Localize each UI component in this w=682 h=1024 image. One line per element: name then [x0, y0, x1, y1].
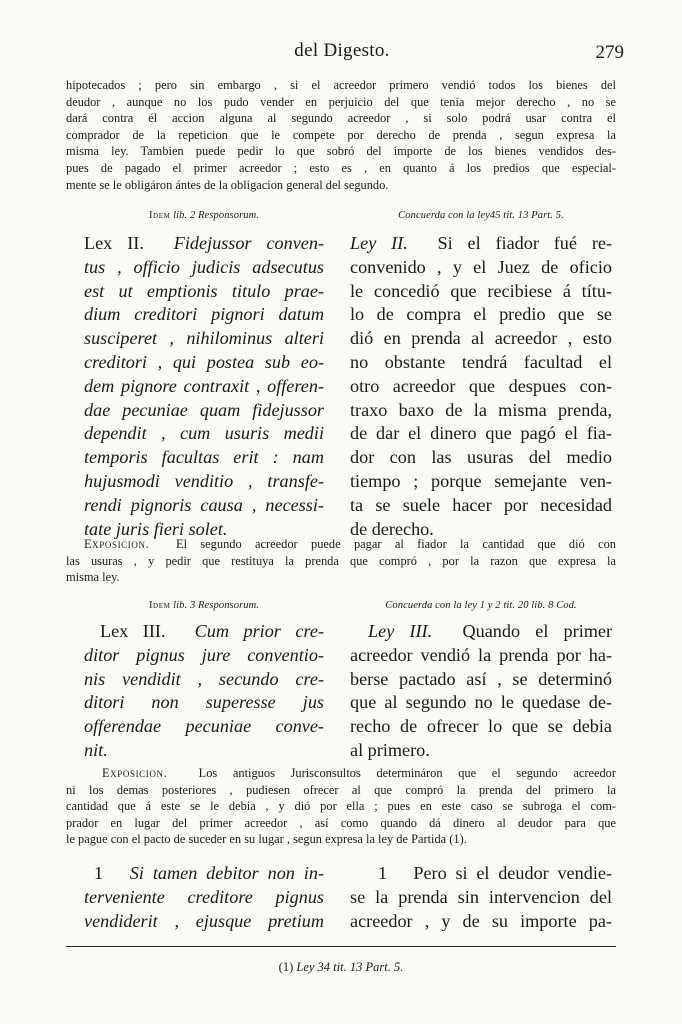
lex2-latin-text: Lex II. Fidejussor conven- tus , officio judicis adsecutus est ut emptionis titulo prae- dium creditori pignori datum susciperet , nihilominus alteri creditori , qui postea sub eo- dem pignore contraxit , offeren- dae pecuniae quam fidejussor dependit , cum usuris medii temporis facultas erit : nam hujusmodi venditio , transfe- rendi pignoris causa , necessi- tate juris fieri solet. — [84, 233, 325, 539]
section1-spanish-number: 1 — [378, 863, 388, 883]
lex2-spanish-text: Ley II. Si el fiador fué re- convenido , y el Juez de oficio le concedió que recibiese á títu- lo de compra el predio que se dió en prenda al acreedor , esto no obstante tendrá facultad el otro acreedor que despues con- traxo baxo de la misma prenda, de dar el dinero que pagó el fia- dor con las usuras del medio tiempo ; porque semejante ven- ta se suele hacer por necesidad de derecho. — [350, 233, 613, 539]
intro-paragraph — [66, 77, 616, 193]
text-line: deudor , aunque no los pudo vender en perjuicio del que tenia mejor derecho , no se — [66, 94, 616, 109]
footnote-text: Ley 34 tit. 13 Part. 5. — [296, 960, 404, 974]
text-line: comprador de la repeticion que le compete por derecho de prenda , segun expresa la — [66, 127, 616, 142]
text-line: mente se le obligáron ántes de la obligacion general del segundo. — [66, 177, 389, 192]
running-head — [60, 40, 624, 70]
text-line: misma ley. — [66, 570, 120, 585]
text-line: pues de pagado el primer acreedor ; esto es , en quanto á los predios que especial- — [66, 160, 616, 175]
lex2-source-left: Idem lib. 2 Responsorum. — [148, 210, 260, 221]
footnote-mark: (1) — [278, 960, 297, 974]
lex2-latin-label: Lex II. — [84, 233, 144, 253]
lex3-exposition — [66, 765, 616, 848]
text-line: Exposicion. Los antiguos Jurisconsultos determináron que el segundo acreedor — [102, 766, 616, 780]
lex3-spanish-label: Ley III. — [368, 621, 433, 641]
lex2-spanish-label: Ley II. — [350, 233, 408, 253]
footnote-rule — [66, 946, 616, 947]
exposition-label: Exposicion. — [84, 537, 150, 551]
lex3-latin-text: Lex III. Cum prior cre- ditor pignus jure conventio- nis vendidit , secundo cre- ditori non superesse jus offerendae pecuniae conve- nit. — [84, 621, 325, 760]
lex3-latin-label: Lex III. — [100, 621, 166, 641]
lex2-source-right: Concuerda con la ley45 tit. 13 Part. 5. — [398, 210, 564, 221]
text-line: dará contra él accion alguna al segundo acreedor , si solo podrá usar contra el — [66, 111, 616, 126]
page-number: 279 — [595, 42, 624, 63]
lex3-source-left: Idem lib. 3 Responsorum. — [148, 600, 260, 611]
footnote — [66, 960, 616, 975]
exposition-label: Exposicion. — [102, 766, 168, 780]
text-line: Exposicion. El segundo acreedor puede pagar al fiador la cantidad que dió con — [84, 537, 616, 551]
text-line: cantidad que á este se le debia , y dió por ella ; pues en este caso se subroga el com- — [66, 799, 616, 814]
section1-latin-number: 1 — [94, 863, 104, 883]
lex3-source-right: Concuerda con la ley 1 y 2 tit. 20 lib. 8 Cod. — [385, 600, 577, 611]
text-line: ni los demas posteriores , pudiesen ofrecer al que compró la prenda del primero la — [66, 782, 616, 797]
section1-spanish-text: 1 Pero si el deudor vendie- se la prenda sin intervencion del acreedor , y de su importe pa- — [350, 863, 613, 931]
running-title: del Digesto. — [294, 40, 390, 61]
text-line: hipotecados ; pero sin embargo , si el acreedor primero vendió todos los bienes del — [66, 78, 616, 92]
lex3-spanish-text: Ley III. Quando el primer acreedor vendió la prenda por ha- berse pactado así , se determinó que al segundo no le quedase de- recho de ofrecer lo que se debia al primero. — [350, 621, 613, 760]
text-line: las usuras , y pedir que restituya la prenda que compró , por la razon que expresa la — [66, 553, 616, 568]
text-line: le pague con el pacto de suceder en su lugar , segun expresa la ley de Partida (1). — [66, 832, 467, 847]
lex2-exposition — [66, 536, 616, 586]
text-line: prador en lugar del primer acreedor , así como quando dá dinero al deudor para que — [66, 815, 616, 830]
section1-latin-text: 1 Si tamen debitor non in- terveniente creditore pignus vendiderit , ejusque pretium — [84, 863, 325, 931]
text-line: misma ley. Tambien puede pedir lo que sobró del importe de los bienes vendidos des- — [66, 144, 616, 159]
